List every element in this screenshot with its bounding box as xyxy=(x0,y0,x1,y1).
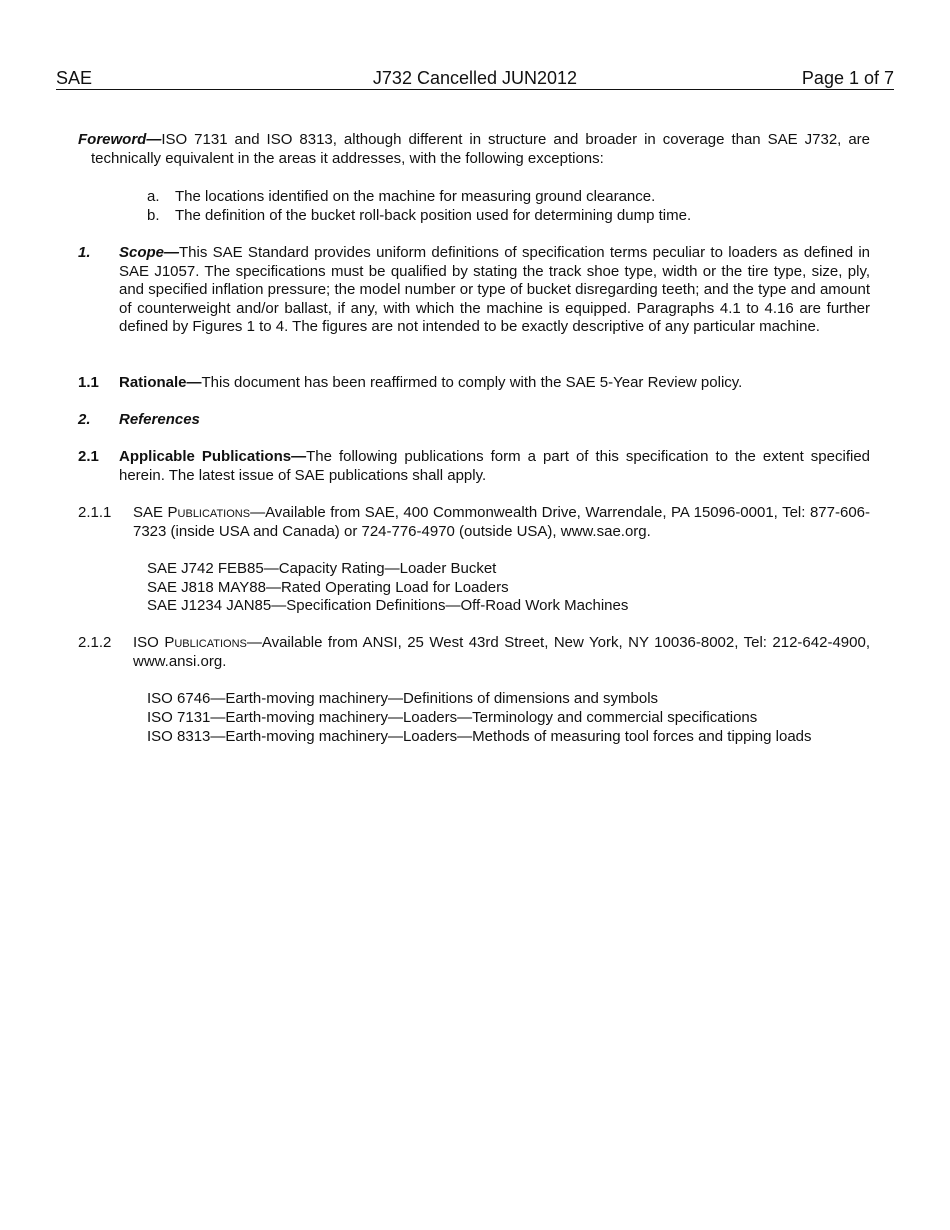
applicable-paragraph xyxy=(119,448,870,485)
scope-text: This SAE Standard provides uniform definitions of specification terms peculiar to loaders as defined in SAE J1057. The specifications must be qualified by stating the track shoe type, width or the tire type, size, ply, and specified inflation pressure; the model number or type of bucket disregarding teeth; and the type and amount of counterweight and/or ballast, if any, with which the machine is equipped. Paragraphs 4.1 to 4.16 are further defined by Figures 1 to 4. The figures are not intended to be exactly descriptive of any particular machine. xyxy=(119,244,870,336)
rationale-label: Rationale— xyxy=(119,374,202,391)
iso-publications-paragraph xyxy=(133,634,870,671)
section-number: 1.1 xyxy=(78,374,99,391)
list-item-text: The locations identified on the machine for measuring ground clearance. xyxy=(175,188,656,205)
sae-publications-text: —Available from SAE, 400 Commonwealth Drive, Warrendale, PA 15096-0001, Tel: 877-606-7323 (inside USA and Canada) or 724-776-4970 (outside USA), www.sae.org. xyxy=(133,504,870,540)
applicable-text: The following publications form a part of this specification to the extent specified herein. The latest issue of SAE publications shall apply. xyxy=(119,448,871,484)
section-scope xyxy=(78,244,870,337)
section-number: 1. xyxy=(78,244,91,261)
reference-item: ISO 8313—Earth-moving machinery—Loaders—Methods of measuring tool forces and tipping loads xyxy=(147,728,812,745)
header-page-number: Page 1 of 7 xyxy=(801,68,894,88)
section-references xyxy=(78,411,870,430)
header-org: SAE xyxy=(56,68,93,88)
foreword-text-line2: technically equivalent in the areas it addresses, with the following exceptions: xyxy=(91,149,604,167)
sae-publications-label: Publications xyxy=(167,504,251,521)
section-number: 2.1.1 xyxy=(78,504,112,521)
section-sae-publications xyxy=(78,504,870,541)
scope-paragraph xyxy=(119,244,870,337)
section-number: 2.1 xyxy=(78,448,99,465)
references-heading: References xyxy=(119,411,200,428)
iso-publications-text: —Available from ANSI, 25 West 43rd Street, New York, NY 10036-8002, Tel: 212-642-4900, www.ansi.org. xyxy=(133,634,870,670)
rationale-text: This document has been reaffirmed to comply with the SAE 5-Year Review policy. xyxy=(201,374,743,391)
section-applicable-publications xyxy=(78,448,870,485)
list-item-marker: b. xyxy=(147,207,160,224)
foreword-text-line1: ISO 7131 and ISO 8313, although different in structure and broader in coverage than SAE J732, are xyxy=(161,131,870,148)
header-doc-id: J732 Cancelled JUN2012 xyxy=(372,68,578,88)
iso-publications-label: Publications xyxy=(164,634,247,651)
foreword-label: Foreword— xyxy=(78,131,162,148)
reference-item: SAE J1234 JAN85—Specification Definitions—Off-Road Work Machines xyxy=(147,597,629,614)
applicable-label: Applicable Publications— xyxy=(119,448,307,465)
reference-item: ISO 7131—Earth-moving machinery—Loaders—Terminology and commercial specifications xyxy=(147,709,758,726)
iso-publications-label-prefix: ISO xyxy=(133,634,165,651)
section-number: 2. xyxy=(78,411,91,428)
reference-item: ISO 6746—Earth-moving machinery—Definitions of dimensions and symbols xyxy=(147,690,659,707)
page-header xyxy=(56,67,894,90)
section-rationale xyxy=(78,374,870,393)
foreword-paragraph xyxy=(78,131,870,168)
list-item-text: The definition of the bucket roll-back position used for determining dump time. xyxy=(175,207,692,224)
scope-label: Scope— xyxy=(119,244,180,261)
reference-item: SAE J742 FEB85—Capacity Rating—Loader Bucket xyxy=(147,560,497,577)
section-iso-publications xyxy=(78,634,870,671)
reference-item: SAE J818 MAY88—Rated Operating Load for Loaders xyxy=(147,579,509,596)
rationale-paragraph xyxy=(119,374,870,393)
section-number: 2.1.2 xyxy=(78,634,112,651)
sae-publications-label-prefix: SAE xyxy=(133,504,168,521)
list-item-marker: a. xyxy=(147,188,160,205)
sae-publications-paragraph xyxy=(133,504,870,541)
